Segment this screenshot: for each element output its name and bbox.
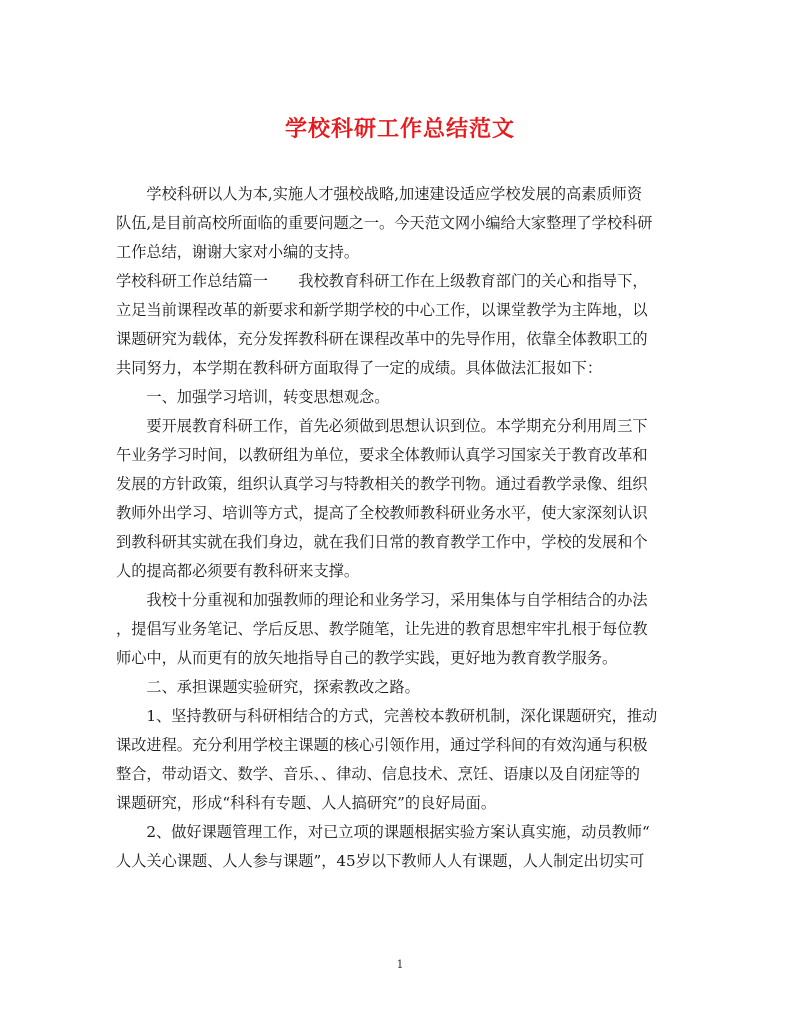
body-line: 1、坚持教研与科研相结合的方式，完善校本教研机制，深化课题研究，推动 <box>116 707 658 725</box>
body-line: 师心中，从而更有的放矢地指导自己的教学实践，更好地为教育教学服务。 <box>116 649 618 667</box>
body-line: 整合，带动语文、数学、音乐、、律动、信息技术、烹饪、语康以及自闭症等的 <box>116 765 640 783</box>
body-line: 午业务学习时间，以教研组为单位，要求全体教师认真学习国家关于教育改革和 <box>116 446 648 464</box>
body-line: 学校科研工作总结篇一 我校教育科研工作在上级教育部门的关心和指导下， <box>116 272 648 290</box>
body-line: 我校十分重视和加强教师的理论和业务学习，采用集体与自学相结合的办法 <box>116 591 648 609</box>
body-line: 发展的方针政策，组织认真学习与特教相关的教学刊物。通过看教学录像、组织 <box>116 475 648 493</box>
body-line: 到教科研其实就在我们身边，就在我们日常的教育教学工作中，学校的发展和个 <box>116 533 648 551</box>
document-title: 学校科研工作总结范文 <box>284 117 515 142</box>
page-number: 1 <box>396 958 404 971</box>
body-line: ，提倡写业务笔记、学后反思、教学随笔，让先进的教育思想牢牢扎根于每位教 <box>116 620 648 638</box>
body-line: 要开展教育科研工作，首先必须做到思想认识到位。本学期充分利用周三下 <box>116 417 648 435</box>
body-line: 立足当前课程改革的新要求和新学期学校的中心工作，以课堂教学为主阵地，以 <box>116 301 648 319</box>
body-line: 工作总结，谢谢大家对小编的支持。 <box>116 243 359 261</box>
body-line: 人的提高都必须要有教科研来支撑。 <box>116 562 359 580</box>
body-line: 课改进程。充分利用学校主课题的核心引领作用，通过学科间的有效沟通与积极 <box>116 736 648 754</box>
body-line: 一、加强学习培训，转变思想观念。 <box>116 388 390 406</box>
body-line: 2、做好课题管理工作，对已立项的课题根据实验方案认真实施，动员教师“ <box>116 823 650 841</box>
body-line: 课题研究，形成“科科有专题、人人搞研究”的良好局面。 <box>116 794 497 812</box>
body-line: 教师外出学习、培训等方式，提高了全校教师教科研业务水平，使大家深刻认识 <box>116 504 648 522</box>
body-line: 共同努力，本学期在教科研方面取得了一定的成绩。具体做法汇报如下： <box>116 359 602 377</box>
body-line: 队伍,是目前高校所面临的重要问题之一。今天范文网小编给大家整理了学校科研 <box>116 214 653 232</box>
body-line: 课题研究为载体，充分发挥教科研在课程改革中的先导作用，依靠全体教职工的 <box>116 330 648 348</box>
document-body <box>116 180 662 876</box>
body-line: 二、承担课题实验研究，探索教改之路。 <box>116 678 420 696</box>
body-line: 人人关心课题、人人参与课题”，45岁以下教师人人有课题，人人制定出切实可 <box>116 852 645 870</box>
body-line: 学校科研以人为本,实施人才强校战略,加速建设适应学校发展的高素质师资 <box>116 185 643 203</box>
